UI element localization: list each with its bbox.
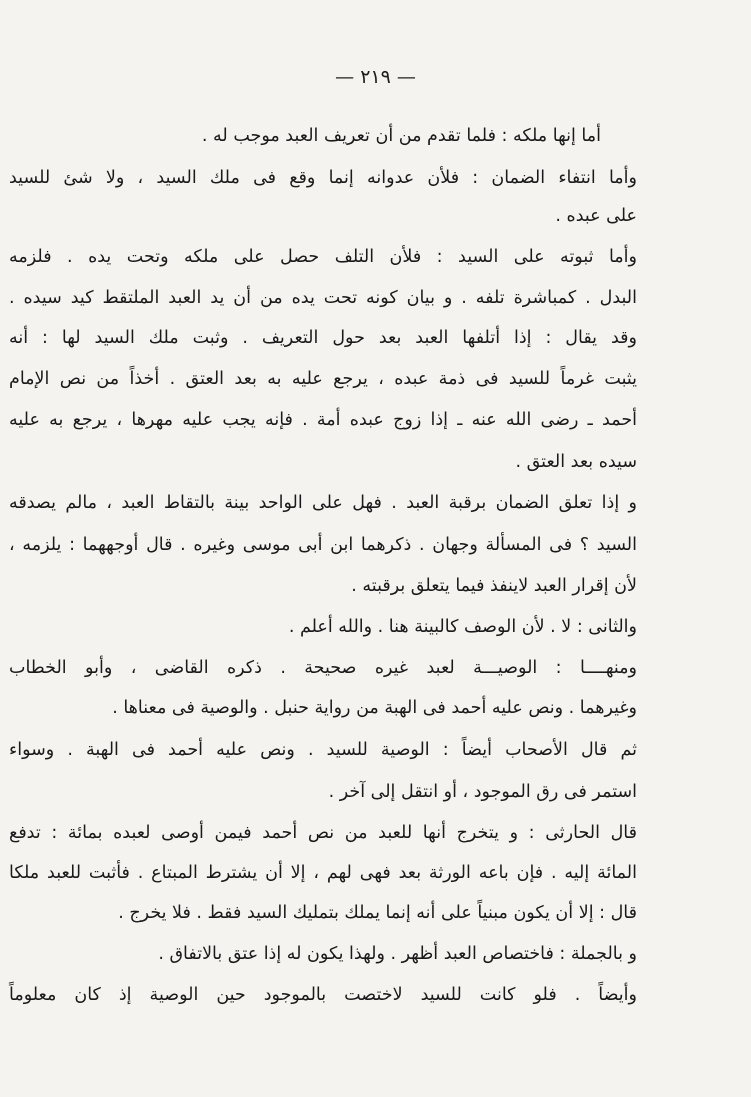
text-line: استمر فى رق الموجود ، أو انتقل إلى آخر .	[328, 782, 637, 802]
text-line: وأيضاً . فلو كانت للسيد لاختصت بالموجود حين الوصية إذ كان معلوماً	[9, 985, 637, 1005]
text-line: سيده بعد العتق .	[515, 452, 637, 472]
text-line: على عبده .	[555, 206, 637, 226]
text-line: وأما انتفاء الضمان : فلأن عدوانه إنما وقع فى ملك السيد ، ولا شئ للسيد	[9, 168, 637, 188]
text-line: أحمد ـ رضى الله عنه ـ إذا زوج عبده أمة . فإنه يجب عليه مهرها ، يرجع به عليه	[9, 410, 637, 430]
text-line: و إذا تعلق الضمان برقبة العبد . فهل على الواحد بينة بالتقاط العبد ، مالم يصدقه	[9, 493, 637, 513]
text-line: المائة إليه . فإن باعه الورثة بعد فهى لهم ، إلا أن يشترط المبتاع . فأثبت للعبد ملكا	[9, 863, 637, 883]
text-line: وغيرهما . ونص عليه أحمد فى الهبة من رواية حنبل . والوصية فى معناها .	[112, 698, 637, 718]
text-line: السيد ؟ فى المسألة وجهان . ذكرهما ابن أبى موسى وغيره . قال أوجههما : يلزمه ،	[9, 535, 637, 555]
text-line: وأما ثبوته على السيد : فلأن التلف حصل على ملكه وتحت يده . فلزمه	[9, 247, 637, 267]
text-line: وقد يقال : إذا أتلفها العبد بعد حول التعريف . وثبت ملك السيد لها : أنه	[9, 328, 637, 348]
text-line: قال : إلا أن يكون مبنياً على أنه إنما يملك بتمليك السيد فقط . فلا يخرج .	[118, 903, 637, 923]
text-line: ومنهــــا : الوصيـــة لعبد غيره صحيحة . ذكره القاضى ، وأبو الخطاب	[9, 658, 637, 678]
text-line: ثم قال الأصحاب أيضاً : الوصية للسيد . ونص عليه أحمد فى الهبة . وسواء	[9, 740, 637, 760]
page-number: — ٢١٩ —	[335, 66, 416, 88]
text-line: قال الحارثى : و يتخرج أنها للعبد من نص أحمد فيمن أوصى لعبده بمائة : تدفع	[9, 823, 637, 843]
text-line: و بالجملة : فاختصاص العبد أظهر . ولهذا يكون له إذا عتق بالاتفاق .	[158, 944, 637, 964]
text-line: لأن إقرار العبد لاينفذ فيما يتعلق برقبته .	[351, 576, 637, 596]
text-line: البدل . كمباشرة تلفه . و بيان كونه تحت يده من أن يد العبد الملتقط كيد سيده .	[9, 288, 637, 308]
text-line: أما إنها ملكه : فلما تقدم من أن تعريف العبد موجب له .	[201, 126, 601, 146]
text-line: والثانى : لا . لأن الوصف كالبينة هنا . والله أعلم .	[288, 617, 637, 637]
text-line: يثبت غرماً للسيد فى ذمة عبده ، يرجع عليه به بعد العتق . أخذاً من نص الإمام	[9, 369, 637, 389]
